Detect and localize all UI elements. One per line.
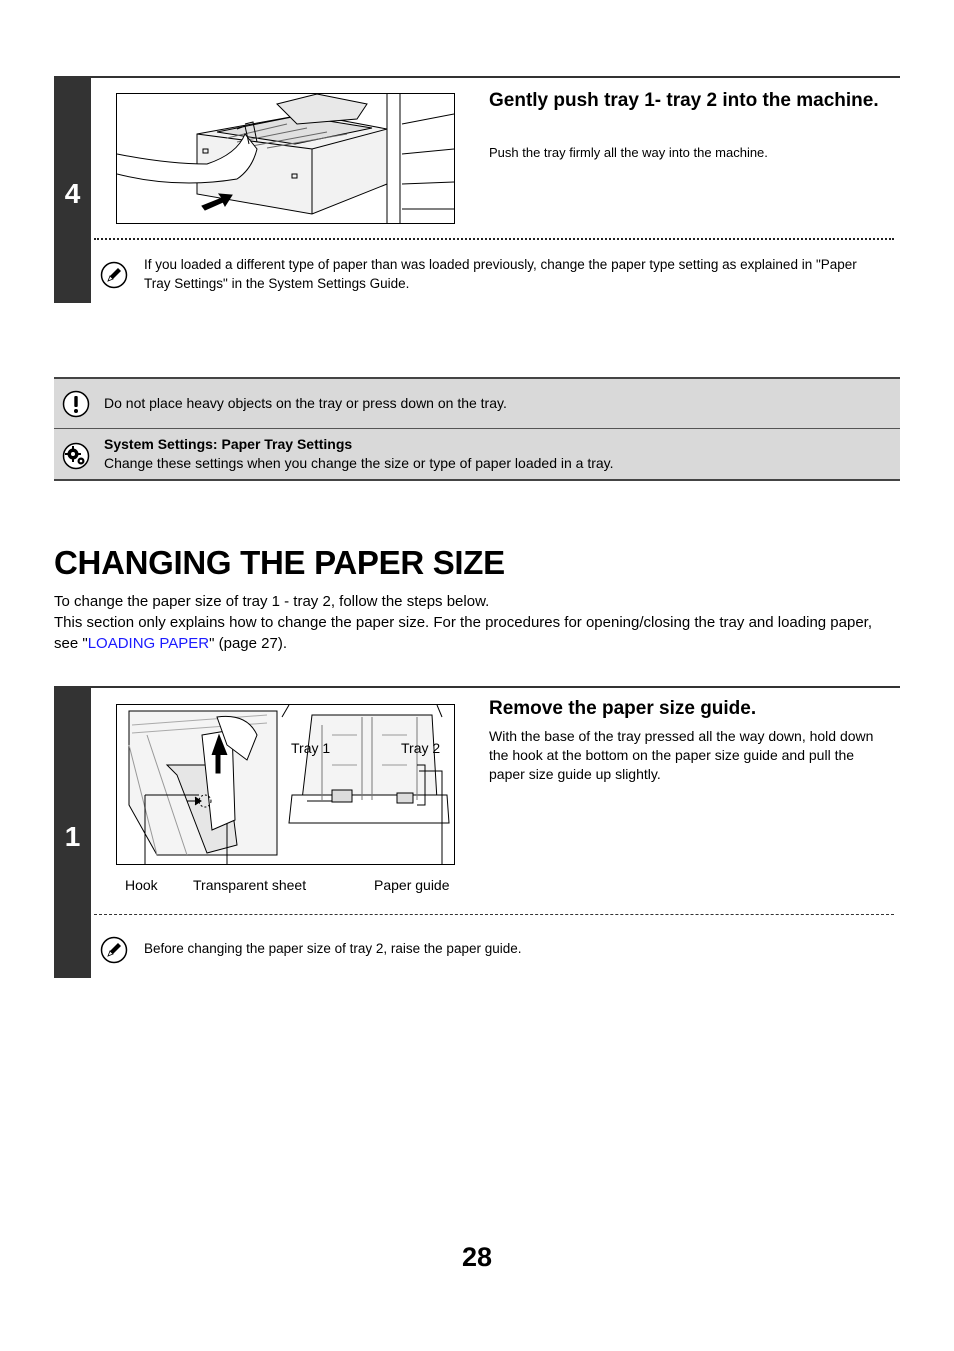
paper-guide-icon [117,705,454,864]
pencil-note-icon [100,261,128,289]
note-text: Before changing the paper size of tray 2, raise the paper guide. [144,941,522,956]
label-hook: Hook [125,877,158,893]
step-top-rule [91,686,900,688]
settings-title: System Settings: Paper Tray Settings [104,436,353,452]
intro-line-2 [54,612,900,654]
step-number-bar [54,76,91,303]
label-tray-2: Tray 2 [401,740,441,756]
tray-push-illustration [116,93,455,224]
step-description: With the base of the tray pressed all the way down, hold down the hook at the bottom on the paper size guide and pull the paper size guide up slightly. [489,728,874,782]
system-settings-icon [62,442,90,470]
note-text: If you loaded a different type of paper than was loaded previously, change the paper type setting as explained in "Paper Tray Settings" in the System Settings Guide. [144,257,857,291]
step-title: Gently push tray 1- tray 2 into the machine. [489,90,879,111]
hand-pushing-tray-icon [117,94,454,223]
paper-guide-illustration [116,704,455,865]
system-settings-row [54,429,900,479]
settings-text: Change these settings when you change the size or type of paper loaded in a tray. [104,455,614,471]
loading-paper-link[interactable]: LOADING PAPER [87,635,210,652]
step-number: 1 [64,821,81,852]
page-number: 28 [461,1242,493,1272]
step-number-bar [54,686,91,978]
step-description: Push the tray firmly all the way into the machine. [489,145,768,160]
step-4 [54,76,900,303]
intro-text-before: This section only explains how to change the paper size. For the procedures for opening/closing the tray and loading paper, see " [54,614,873,652]
label-transparent-sheet: Transparent sheet [193,877,307,893]
step-number: 4 [64,178,81,209]
pencil-note-icon [100,936,128,964]
caution-row [54,379,900,428]
label-tray-1: Tray 1 [291,740,331,756]
panel-bottom-rule [54,479,900,481]
dotted-divider [94,238,894,240]
step-top-rule [91,76,900,78]
caution-icon [62,390,90,418]
step-title: Remove the paper size guide. [489,698,757,719]
label-paper-guide: Paper guide [374,877,450,893]
dashed-divider [94,914,894,915]
caution-text: Do not place heavy objects on the tray or press down on the tray. [104,395,507,411]
section-heading: CHANGING THE PAPER SIZE [54,544,505,581]
intro-text-after: " (page 27). [209,635,287,652]
intro-line-1: To change the paper size of tray 1 - tray 2, follow the steps below. [54,593,490,610]
step-1 [54,686,900,978]
